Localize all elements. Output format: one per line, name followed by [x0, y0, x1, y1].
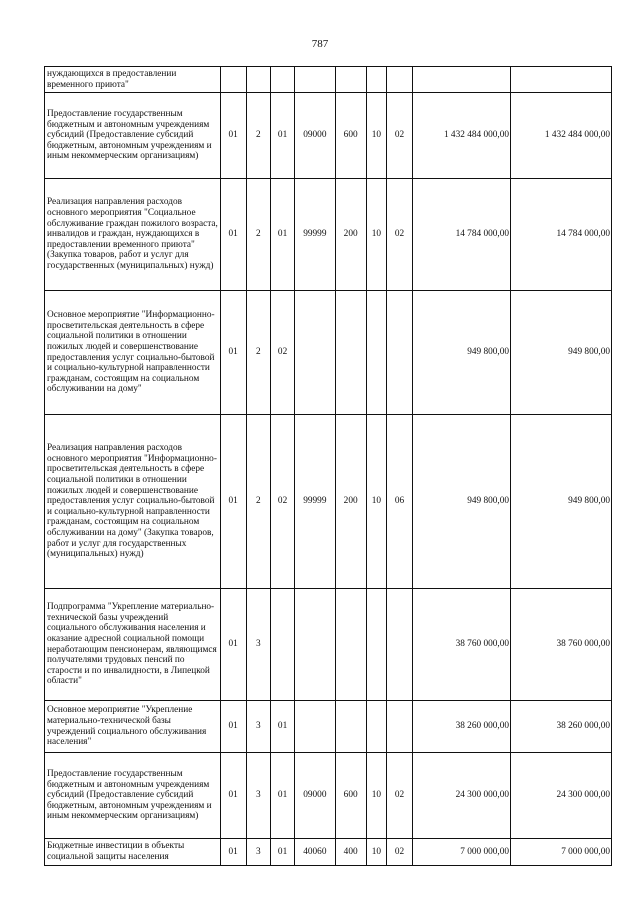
- code-direction-cell: [295, 291, 335, 415]
- table-row: [45, 67, 612, 93]
- code-activity-cell: 01: [270, 93, 294, 179]
- code-expense-type-cell: [335, 701, 366, 753]
- code-direction-cell: [295, 701, 335, 753]
- code-section-cell: 10: [366, 753, 386, 839]
- amount-cell: 1 432 484 000,00: [413, 93, 511, 179]
- amount-total-cell: 7 000 000,00: [511, 839, 612, 866]
- amount-total-cell: 949 800,00: [511, 291, 612, 415]
- amount-cell: 38 760 000,00: [413, 589, 511, 701]
- code-expense-type-cell: 600: [335, 93, 366, 179]
- amount-cell: 38 260 000,00: [413, 701, 511, 753]
- row-name-cell: Реализация направления расходов основного мероприятия "Информационно-просветительская деятельность в сфере социальной политики в отношении пожилых людей и совершенствование предоставления услуг социально-бытовой и социально-культурной направленности гражданам, состоящим на социальном обслуживании на дому" (Закупка товаров, работ и услуг для государственных (муниципальных) нужд): [45, 415, 221, 589]
- row-name-cell: Подпрограмма "Укрепление материально-технической базы учреждений социального обслуживания населения и оказание адресной социальной помощи неработающим пенсионерам, являющимся получателями трудовых пенсий по старости и по инвалидности, в Липецкой области": [45, 589, 221, 701]
- code-subprogram-cell: 2: [246, 179, 270, 291]
- code-subsection-cell: 02: [386, 93, 412, 179]
- code-subsection-cell: [386, 589, 412, 701]
- code-expense-type-cell: [335, 589, 366, 701]
- code-subsection-cell: 02: [386, 839, 412, 866]
- table-body: [45, 67, 612, 866]
- code-program-cell: 01: [220, 415, 246, 589]
- code-direction-cell: 09000: [295, 93, 335, 179]
- row-name-cell: Основное мероприятие "Информационно-просветительская деятельность в сфере социальной политики в отношении пожилых людей и совершенствование предоставления услуг социально-бытовой и социально-культурной направленности гражданам, состоящим на социальном обслуживании на дому": [45, 291, 221, 415]
- code-activity-cell: 02: [270, 415, 294, 589]
- table-row: [45, 753, 612, 839]
- code-activity-cell: 01: [270, 753, 294, 839]
- table-row: [45, 701, 612, 753]
- code-program-cell: 01: [220, 589, 246, 701]
- code-direction-cell: 40060: [295, 839, 335, 866]
- code-section-cell: [366, 701, 386, 753]
- amount-cell: 949 800,00: [413, 291, 511, 415]
- table-row: [45, 291, 612, 415]
- code-program-cell: 01: [220, 179, 246, 291]
- code-program-cell: 01: [220, 701, 246, 753]
- amount-total-cell: 38 760 000,00: [511, 589, 612, 701]
- code-subprogram-cell: 2: [246, 415, 270, 589]
- code-direction-cell: 09000: [295, 753, 335, 839]
- page-number: 787: [311, 38, 329, 50]
- code-expense-type-cell: 400: [335, 839, 366, 866]
- code-activity-cell: 01: [270, 839, 294, 866]
- row-name-cell: Реализация направления расходов основного мероприятия "Социальное обслуживание граждан пожилого возраста, инвалидов и граждан, нуждающихся в предоставлении временного приюта" (Закупка товаров, работ и услуг для государственных (муниципальных) нужд): [45, 179, 221, 291]
- code-program-cell: 01: [220, 753, 246, 839]
- code-expense-type-cell: 200: [335, 415, 366, 589]
- code-program-cell: 01: [220, 839, 246, 866]
- code-subsection-cell: [386, 67, 412, 93]
- code-program-cell: 01: [220, 93, 246, 179]
- amount-cell: 7 000 000,00: [413, 839, 511, 866]
- code-expense-type-cell: 600: [335, 753, 366, 839]
- row-name-cell: нуждающихся в предоставлении временного приюта": [45, 67, 221, 93]
- code-activity-cell: 01: [270, 701, 294, 753]
- code-program-cell: 01: [220, 291, 246, 415]
- amount-cell: 14 784 000,00: [413, 179, 511, 291]
- table-row: [45, 589, 612, 701]
- code-expense-type-cell: [335, 291, 366, 415]
- amount-total-cell: 949 800,00: [511, 415, 612, 589]
- code-section-cell: [366, 291, 386, 415]
- code-section-cell: [366, 67, 386, 93]
- code-subprogram-cell: 2: [246, 93, 270, 179]
- row-name-cell: Бюджетные инвестиции в объекты социальной защиты населения: [45, 839, 221, 866]
- code-direction-cell: 99999: [295, 179, 335, 291]
- table-row: [45, 839, 612, 866]
- amount-total-cell: 24 300 000,00: [511, 753, 612, 839]
- code-subprogram-cell: 3: [246, 589, 270, 701]
- code-section-cell: 10: [366, 839, 386, 866]
- code-direction-cell: 99999: [295, 415, 335, 589]
- amount-cell: 949 800,00: [413, 415, 511, 589]
- code-program-cell: [220, 67, 246, 93]
- code-subprogram-cell: 3: [246, 839, 270, 866]
- row-name-cell: Предоставление государственным бюджетным и автономным учреждениям субсидий (Предоставление субсидий бюджетным, автономным учреждениям и иным некоммерческим организациям): [45, 93, 221, 179]
- row-name-cell: Предоставление государственным бюджетным и автономным учреждениям субсидий (Предоставление субсидий бюджетным, автономным учреждениям и иным некоммерческим организациям): [45, 753, 221, 839]
- code-activity-cell: 01: [270, 179, 294, 291]
- table-row: [45, 93, 612, 179]
- code-section-cell: 10: [366, 93, 386, 179]
- code-activity-cell: 02: [270, 291, 294, 415]
- code-direction-cell: [295, 67, 335, 93]
- code-activity-cell: [270, 589, 294, 701]
- code-section-cell: 10: [366, 179, 386, 291]
- table-row: [45, 179, 612, 291]
- code-activity-cell: [270, 67, 294, 93]
- code-subsection-cell: 02: [386, 753, 412, 839]
- code-subprogram-cell: 2: [246, 291, 270, 415]
- table-row: [45, 415, 612, 589]
- budget-table: [44, 66, 612, 866]
- code-section-cell: [366, 589, 386, 701]
- amount-cell: 24 300 000,00: [413, 753, 511, 839]
- code-expense-type-cell: 200: [335, 179, 366, 291]
- code-subsection-cell: [386, 701, 412, 753]
- amount-total-cell: 38 260 000,00: [511, 701, 612, 753]
- amount-total-cell: 14 784 000,00: [511, 179, 612, 291]
- code-subsection-cell: [386, 291, 412, 415]
- amount-total-cell: 1 432 484 000,00: [511, 93, 612, 179]
- code-subprogram-cell: 3: [246, 701, 270, 753]
- code-subprogram-cell: 3: [246, 753, 270, 839]
- code-subprogram-cell: [246, 67, 270, 93]
- code-subsection-cell: 06: [386, 415, 412, 589]
- code-direction-cell: [295, 589, 335, 701]
- code-expense-type-cell: [335, 67, 366, 93]
- code-subsection-cell: 02: [386, 179, 412, 291]
- code-section-cell: 10: [366, 415, 386, 589]
- amount-total-cell: [511, 67, 612, 93]
- row-name-cell: Основное мероприятие "Укрепление материально-технической базы учреждений социального обслуживания населения": [45, 701, 221, 753]
- amount-cell: [413, 67, 511, 93]
